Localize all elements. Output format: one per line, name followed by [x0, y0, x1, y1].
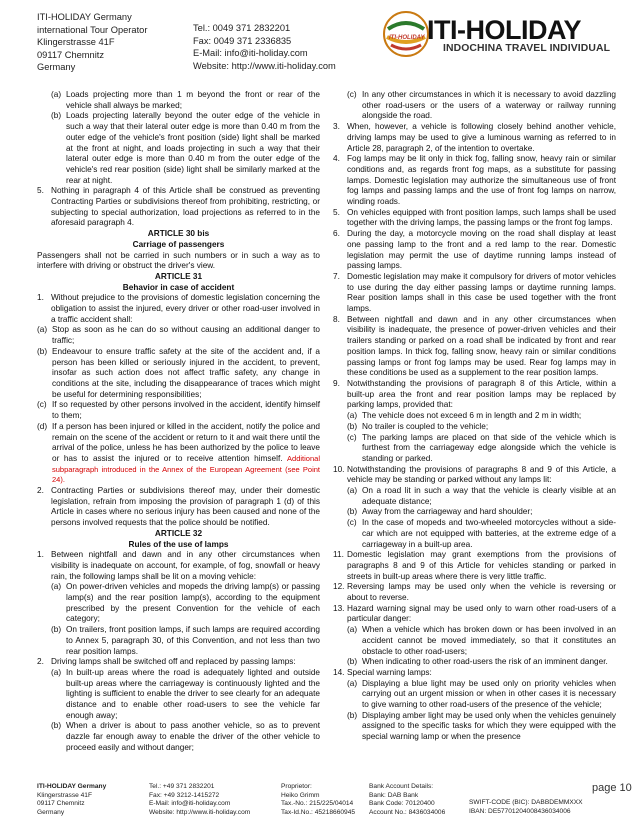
sub-item-text: [362, 679, 616, 711]
address-line: ITI-HOLIDAY Germany: [37, 12, 132, 22]
item-body: During the day, a motorcycle moving on the road shall display at least one passing lamp to the front and a red lamp to the rear. Domestic legislation may permit the use of daytime running lamps instead of passing lamps.: [347, 229, 616, 271]
sub-item-label: (b): [37, 346, 48, 356]
editorial-note: Additional subparagraph introduced in the Annex of the European Agreement (see Point 24).: [52, 453, 320, 485]
item-body: On trailers, front position lamps, if such lamps are required according to Annex 5, paragraph 30, of this Convention, and not less than two rear position lamps.: [66, 625, 320, 656]
item-body: Between nightfall and dawn and in any other circumstances when visibility is inadequate on account, for example, of fog, snowfall or heavy rain, the following lamps shall be lit on a moving vehicle:: [51, 550, 320, 581]
item-number: 1.: [37, 550, 44, 560]
footer-line: 09117 Chemnitz: [37, 800, 85, 808]
sub-item: [37, 721, 320, 753]
item-body: Special warning lamps:: [347, 667, 432, 677]
item-body: Contracting Parties or subdivisions thereof may, under their domestic legislation, refrain from imposing the provision of paragraph 1 (d) of this Article in cases where no serious injury has been caused and none of the persons involved requests that the police should be notified.: [51, 486, 320, 528]
sub-item-text: [52, 325, 320, 346]
footer-line: Heiko Grimm: [281, 791, 320, 799]
footer-line: IBAN: DE57701204008436034006: [469, 807, 571, 815]
article-heading: Carriage of passengers: [132, 239, 225, 249]
sub-item: [333, 422, 616, 433]
item-body: When a vehicle which has broken down or has been involved in an accident cannot be moved immediately, so that it constitutes an obstacle to other road-users;: [362, 625, 616, 656]
item-body: Loads projecting more than 1 m beyond the front or rear of the vehicle shall always be marked;: [66, 90, 320, 110]
numbered-item: [37, 486, 320, 529]
logo-small-text: ITI-HOLIDAY: [389, 35, 425, 41]
item-text: [347, 315, 616, 379]
footer-line: Account No.: 8436034006: [369, 808, 446, 816]
company-contact: [193, 22, 336, 72]
item-body: The vehicle does not exceed 6 m in length and 2 m in width;: [362, 411, 582, 421]
footer-line: Website: http://www.iti-holiday.com: [149, 808, 251, 816]
numbered-item: [333, 550, 616, 582]
item-body: If so requested by other persons involved in the accident, identify himself to them;: [52, 400, 320, 421]
sub-item: [333, 625, 616, 657]
sub-item-label: (b): [51, 721, 62, 731]
sub-item-text: [362, 422, 616, 433]
page-footer: [37, 782, 632, 823]
sub-item-text: [362, 518, 616, 550]
footer-bank: [369, 783, 445, 817]
sub-item-label: (b): [51, 111, 62, 121]
sub-item: [333, 433, 616, 465]
item-text: [347, 208, 616, 229]
item-body: The parking lamps are placed on that side of the vehicle which is furthest from the carriageway edge alongside which the vehicle is standing or parked.: [362, 432, 616, 463]
item-body: Nothing in paragraph 4 of this Article shall be construed as preventing Contracting Parties or subdivisions thereof from prohibiting, restricting, or subjecting to special authorization, load projections as referred to in the aforesaid paragraph 4.: [51, 186, 320, 228]
logo-brand: ITI-HOLIDAY: [427, 15, 582, 45]
item-body: Away from the carriageway and hard shoulder;: [362, 507, 533, 517]
footer-swift: [469, 799, 583, 816]
sub-item-label: (a): [51, 90, 62, 99]
item-body: Reversing lamps may be used only when the vehicle is reversing or about to reverse.: [347, 582, 616, 603]
numbered-item: [333, 315, 616, 379]
numbered-item: [333, 465, 616, 486]
item-body: Between nightfall and dawn and in any other circumstances when visibility is inadequate, the presence of power-driven vehicles and their trailers standing or parked on a road shall be indicated by front and rear position lamps. In thick fog, falling snow, heavy rain or similar conditions passing lamps or front fog lamps may be used. Rear fog lamps may in these conditions be used as a supplement to the rear position lamps.: [347, 314, 616, 378]
item-body: If a person has been injured or killed in the accident, notify the police and remain on the scene of the accident or return to it and wait there until the arrival of the police, unless he has been authorized by the police to leave or has to assist the injured or to receive attention himself.: [52, 421, 320, 463]
article-heading: ARTICLE 32: [154, 528, 203, 538]
footer-line: ITI-HOLIDAY Germany: [37, 783, 107, 790]
sub-item-text: [66, 625, 320, 657]
sub-item-label: (a): [51, 582, 62, 592]
item-number: 12.: [333, 582, 345, 592]
numbered-item: [333, 604, 616, 625]
item-text: [347, 668, 616, 679]
numbered-item: [333, 154, 616, 208]
numbered-item: [333, 122, 616, 154]
footer-line: Tel.: +49 371 2832201: [149, 783, 215, 790]
item-body: Domestic legislation may make it compulsory for drivers of motor vehicles to use during the day either passing lamps or daytime running lamps. Rear position lamps shall in this case be used together with the front lamps.: [347, 271, 616, 314]
contact-line: Tel.: 0049 371 2832201: [193, 23, 291, 33]
item-body: Driving lamps shall be switched off and replaced by passing lamps:: [51, 657, 296, 667]
sub-item-label: (c): [347, 90, 357, 99]
item-text: [347, 154, 616, 208]
item-number: 5.: [333, 207, 340, 217]
sub-item-text: [362, 507, 616, 518]
footer-line: Tax-Id.No.: 45218660945: [281, 808, 356, 816]
sub-item-label: (b): [347, 657, 358, 667]
sub-item: [37, 90, 320, 111]
sub-item: [37, 400, 320, 421]
item-body: Hazard warning signal may be used only to warn other road-users of a particular danger:: [347, 603, 616, 624]
sub-item-text: [66, 668, 320, 722]
sub-item: [333, 679, 616, 711]
article-heading: Behavior in case of accident: [122, 282, 235, 292]
sub-item-label: (c): [347, 518, 357, 528]
sub-item: [37, 111, 320, 186]
sub-item: [333, 507, 616, 518]
item-text: [347, 550, 616, 582]
left-column: [37, 90, 320, 754]
item-body: Endeavour to ensure traffic safety at the site of the accident and, if a person has been killed or seriously injured in the accident, to prevent, insofar as such action does not affect traffic safety, any change in conditions at the site, including the disappearance of traces which might be useful for determining responsibilities;: [52, 346, 320, 399]
footer-line: Bank: DAB Bank: [369, 791, 419, 799]
item-body: Loads projecting laterally beyond the outer edge of the vehicle in such a way that their lateral outer edge is more than 0.40 m from the outer edge of the vehicle's front position (side) light shall be marked at the front at night, and loads projecting in such a way that their lateral outer edge is more than 0.40 m from the outer edge of the vehicle's red rear position (side) light shall be similarly marked at the rear at night.: [66, 111, 320, 185]
item-body: On vehicles equipped with front position lamps, such lamps shall be used together with the driving lamps, the passing lamps or the front fog lamps.: [347, 207, 616, 228]
address-line: Klingerstrasse 41F: [37, 37, 115, 48]
item-body: Domestic legislation may grant exemptions from the provisions of paragraphs 8 and 9 of this Article for vehicles standing or parked in streets in built-up areas where there is very little traffic.: [347, 550, 616, 581]
item-number: 13.: [333, 603, 345, 613]
sub-item-label: (a): [347, 486, 358, 496]
item-body: Displaying a blue light may be used only on priority vehicles when carrying out an urgent mission or when in other cases it is necessary to give warning to other road-users of the presence of the vehicle;: [362, 678, 616, 710]
footer-contact: [149, 783, 250, 817]
item-body: No trailer is coupled to the vehicle;: [362, 421, 489, 431]
sub-item-text: [362, 625, 616, 657]
sub-item-text: [66, 582, 320, 625]
item-number: 11.: [333, 550, 344, 560]
letterhead: [37, 11, 617, 89]
sub-item-label: (b): [347, 421, 358, 431]
sub-item-text: [362, 657, 616, 668]
iti-holiday-logo: [381, 9, 611, 61]
sub-item: [333, 486, 616, 507]
numbered-item: [333, 208, 616, 229]
item-number: 14.: [333, 667, 345, 677]
sub-item: [333, 657, 616, 668]
sub-item-text: [362, 486, 616, 507]
sub-item: [37, 668, 320, 722]
sub-item: [37, 422, 320, 486]
sub-item-label: (b): [347, 507, 358, 517]
item-text: [51, 186, 320, 229]
footer-line: Bank Account Details:: [369, 783, 434, 790]
document-body: [37, 90, 616, 757]
footer-line: Proprietor:: [281, 783, 312, 790]
contact-line: Website: http://www.iti-holiday.com: [193, 60, 336, 71]
item-body: Stop as soon as he can do so without causing an additional danger to traffic;: [52, 325, 320, 346]
item-number: 5.: [37, 186, 44, 196]
sub-item: [333, 711, 616, 743]
numbered-item: [333, 379, 616, 411]
numbered-item: [333, 582, 616, 603]
address-line: international Tour Operator: [37, 24, 148, 35]
contact-line: Fax: 0049 371 2336835: [193, 35, 292, 46]
item-body: When a driver is about to pass another vehicle, so as to prevent dazzle far enough away to enable the driver of the other vehicle to proceed easily and without danger;: [66, 721, 320, 752]
article-heading: Rules of the use of lamps: [128, 539, 229, 549]
item-body: On power-driven vehicles and mopeds the driving lamp(s) or passing lamp(s) and the rear position lamp(s), according to the equipment prescribed by the present Convention for the vehicle of each category;: [66, 582, 320, 624]
numbered-item: [333, 229, 616, 272]
sub-item-text: [52, 422, 320, 486]
right-column: [333, 90, 616, 743]
sub-item-text: [362, 90, 616, 122]
footer-company: [37, 783, 106, 817]
footer-line: Bank Code: 70120400: [369, 800, 435, 808]
sub-item-label: (a): [51, 667, 62, 677]
sub-item-label: (a): [347, 411, 358, 421]
contact-line: E-Mail: info@iti-holiday.com: [193, 48, 308, 59]
sub-item-label: (c): [37, 400, 47, 410]
item-number: 1.: [37, 293, 44, 303]
item-number: 2.: [37, 486, 44, 496]
address-line: 09117 Chemnitz: [37, 49, 105, 60]
numbered-item: [333, 668, 616, 679]
item-body: On a road lit in such a way that the vehicle is clearly visible at an adequate distance;: [362, 486, 616, 506]
item-body: In built-up areas where the road is adequately lighted and outside built-up areas where the carriageway is continuously lighted and the lighting is sufficient to enable the driver to see clearly for an adequate distance and to enable other road-users to see the vehicle far enough away;: [66, 667, 320, 720]
sub-item-text: [362, 433, 616, 465]
sub-item: [37, 347, 320, 401]
sub-item-text: [66, 90, 320, 111]
sub-item: [37, 325, 320, 346]
item-body: When, however, a vehicle is following closely behind another vehicle, driving lamps may be used to give a luminous warning as referred to in Article 28, paragraph 2, of the intention to overtake.: [347, 122, 616, 153]
sub-item-label: (a): [347, 678, 358, 688]
item-body: In any other circumstances in which it is necessary to avoid dazzling other road-users or the users of a waterway or railway running alongside the road.: [362, 90, 616, 121]
numbered-item: [37, 186, 320, 229]
footer-line: Germany: [37, 808, 65, 816]
item-number: 10.: [333, 464, 345, 474]
sub-item: [333, 518, 616, 550]
footer-proprietor: [281, 783, 355, 817]
address-line: Germany: [37, 62, 76, 73]
item-text: [347, 272, 616, 315]
company-address: [37, 11, 147, 74]
page-number: page 10: [592, 782, 632, 794]
sub-item-label: (c): [347, 432, 357, 442]
sub-item: [333, 411, 616, 422]
item-number: 4.: [333, 154, 340, 164]
sub-item-label: (a): [347, 625, 358, 635]
footer-line: SWIFT-CODE (BIC): DABBDEMMXXX: [469, 799, 583, 806]
sub-item: [333, 90, 616, 122]
sub-item-text: [362, 711, 616, 743]
footer-line: Klingerstrasse 41F: [37, 791, 92, 799]
item-text: [51, 657, 320, 668]
item-text: [347, 229, 616, 272]
sub-item: [37, 582, 320, 625]
sub-item-text: [66, 111, 320, 186]
globe-icon: [381, 9, 431, 59]
sub-item: [37, 625, 320, 657]
item-number: 8.: [333, 314, 340, 324]
numbered-item: [333, 272, 616, 315]
item-text: [347, 122, 616, 154]
item-text: [347, 582, 616, 603]
sub-item-text: [52, 400, 320, 421]
footer-line: E-Mail: info@iti-holiday.com: [149, 800, 231, 808]
item-text: [51, 550, 320, 582]
item-number: 3.: [333, 122, 340, 132]
footer-line: Fax: +49 3212-1415272: [149, 791, 220, 799]
item-body: Without prejudice to the provisions of domestic legislation concerning the obligation to assist the injured, every driver or other road-user involved in a traffic accident shall:: [51, 293, 320, 324]
item-number: 9.: [333, 378, 340, 388]
item-body: Notwithstanding the provisions of paragraphs 8 and 9 of this Article, a vehicle may be standing or parked without any lamps lit:: [347, 464, 616, 485]
sub-item-text: [66, 721, 320, 753]
logo-tagline: INDOCHINA TRAVEL INDIVIDUAL: [443, 43, 611, 54]
item-number: 7.: [333, 271, 340, 281]
item-text: [347, 604, 616, 625]
article-heading: ARTICLE 30 bis: [147, 229, 210, 239]
item-body: Fog lamps may be lit only in thick fog, falling snow, heavy rain or similar conditions and, as regards front fog maps, as a substitute for passing lamps. Domestic legislation may authorize the simultaneous use of front fog lamps and passing lamps and the use of front fog lamps on narrow, winding roads.: [347, 154, 616, 207]
item-text: [347, 379, 616, 411]
footer-line: Tax.-No.: 215/225/04014: [281, 800, 354, 808]
sub-item-label: (b): [347, 710, 358, 720]
item-body: Displaying amber light may be used only when the vehicles genuinely assigned to the specific tasks for which they were equipped with the special warning lamp or when the presence: [362, 710, 616, 742]
numbered-item: [37, 293, 320, 325]
item-body: Notwithstanding the provisions of paragraph 8 of this Article, within a built-up area the front and rear position lamps may be replaced by parking lamps, provided that:: [347, 378, 616, 410]
item-number: 6.: [333, 229, 340, 239]
item-body: When indicating to other road-users the risk of an imminent danger.: [362, 657, 608, 667]
paragraph: Passengers shall not be carried in such numbers or in such a way as to interfere with driving or obstruct the driver's view.: [37, 250, 320, 271]
item-text: [51, 293, 320, 325]
sub-item-text: [52, 347, 320, 401]
numbered-item: [37, 657, 320, 668]
sub-item-label: (b): [51, 625, 62, 635]
sub-item-label: (d): [37, 421, 48, 431]
item-text: [347, 465, 616, 486]
sub-item-label: (a): [37, 325, 48, 335]
article-heading: ARTICLE 31: [154, 271, 203, 281]
item-number: 2.: [37, 657, 44, 667]
numbered-item: [37, 550, 320, 582]
sub-item-text: [362, 411, 616, 422]
item-text: [51, 486, 320, 529]
item-body: In the case of mopeds and two-wheeled motorcycles without a side-car which are not equipped with batteries, at the extreme edge of a carriageway in a built-up area.: [362, 518, 616, 549]
